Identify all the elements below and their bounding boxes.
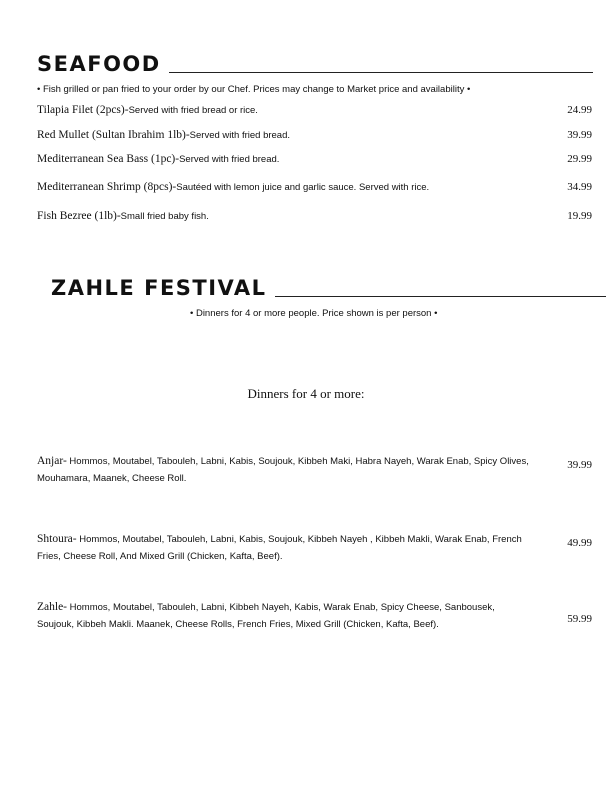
item-description: Hommos, Moutabel, Tabouleh, Labni, Kibbeh Nayeh, Kabis, Warak Enab, Spicy Cheese, Sanbousek, Soujouk, Kibbeh Makli. Maanek, Cheese Rolls, French Fries, Mixed Grill (Chicken, Kafta, Beef). — [37, 602, 495, 630]
item-name: Zahle- — [37, 601, 68, 613]
seafood-title-rule — [169, 72, 593, 73]
festival-note: • Dinners for 4 or more people. Price shown is per person • — [190, 308, 438, 319]
item-name: Shtoura- — [37, 533, 77, 545]
seafood-note: • Fish grilled or pan fried to your order by our Chef. Prices may change to Market price and availability • — [37, 84, 471, 95]
seafood-title: SEAFOOD — [37, 52, 161, 76]
item-description: Small fried baby fish. — [120, 211, 209, 222]
item-name: Mediterranean Shrimp (8pcs)- — [37, 181, 177, 193]
item-price: 19.99 — [567, 210, 592, 222]
item-price: 34.99 — [567, 181, 592, 193]
item-price: 39.99 — [567, 129, 592, 141]
menu-item — [37, 598, 529, 632]
festival-title: ZAHLE FESTIVAL — [51, 276, 267, 300]
item-price: 29.99 — [567, 153, 592, 165]
item-name: Red Mullet (Sultan Ibrahim 1lb)- — [37, 129, 190, 141]
item-name: Anjar- — [37, 455, 67, 467]
menu-item — [37, 153, 592, 165]
menu-item — [37, 452, 529, 486]
festival-title-rule — [275, 296, 606, 297]
item-name: Tilapia Filet (2pcs)- — [37, 104, 129, 116]
item-price: 39.99 — [567, 459, 592, 471]
seafood-header — [37, 54, 593, 75]
item-price: 59.99 — [567, 613, 592, 625]
item-description: Served with fried bread. — [179, 154, 280, 165]
festival-header — [51, 278, 606, 299]
menu-item — [37, 129, 592, 141]
menu-item — [37, 181, 592, 193]
item-description: Served with fried bread. — [189, 130, 291, 141]
item-name: Mediterranean Sea Bass (1pc)- — [37, 153, 180, 165]
menu-item — [37, 530, 529, 564]
item-description: Served with fried bread or rice. — [128, 105, 258, 116]
menu-item — [37, 104, 592, 116]
dinners-subheading: Dinners for 4 or more: — [247, 386, 365, 401]
item-description: Hommos, Moutabel, Tabouleh, Labni, Kabis, Soujouk, Kibbeh Maki, Habra Nayeh, Warak Enab, Spicy Olives, Mouhamara, Maanek, Cheese Roll. — [37, 456, 529, 484]
item-description: Hommos, Moutabel, Tabouleh, Labni, Kabis, Soujouk, Kibbeh Nayeh , Kibbeh Makli, Warak Enab, French Fries, Cheese Roll, And Mixed Grill (Chicken, Kafta, Beef). — [37, 534, 522, 562]
menu-item — [37, 210, 592, 222]
item-price: 49.99 — [567, 537, 592, 549]
item-price: 24.99 — [567, 104, 592, 116]
item-description: Sautéed with lemon juice and garlic sauce. Served with rice. — [176, 182, 430, 193]
item-name: Fish Bezree (1lb)- — [37, 210, 121, 222]
